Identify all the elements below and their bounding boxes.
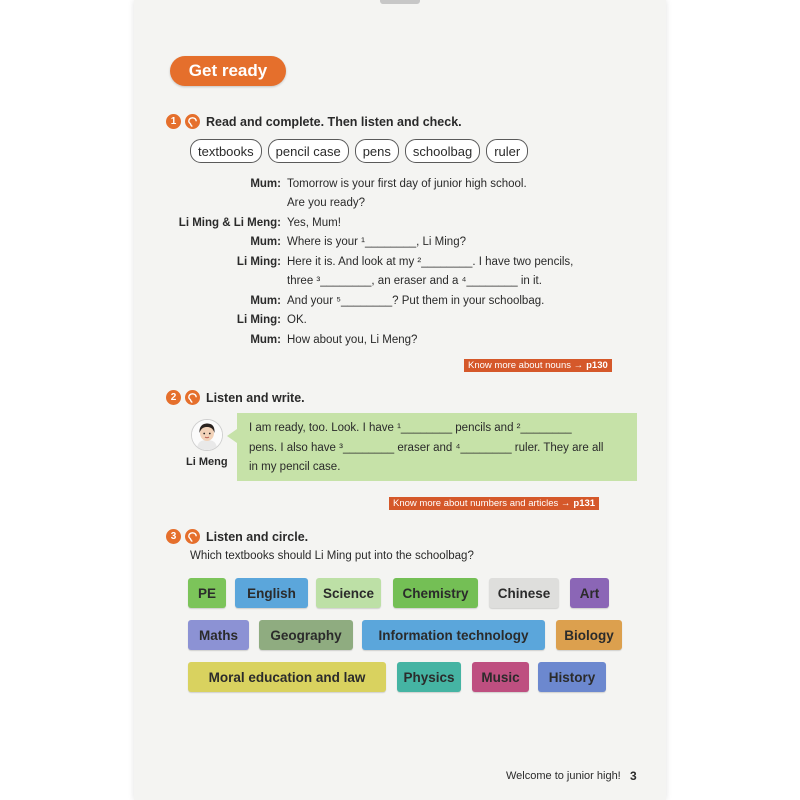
bubble-line: pens. I also have ³________ eraser and ⁴________ ruler. They are all: [249, 441, 604, 454]
link-page: p131: [573, 498, 596, 509]
binding-mark: [380, 0, 420, 4]
line-text: Tomorrow is your first day of junior high school.: [287, 177, 527, 190]
exercise-instruction: Listen and write.: [206, 390, 305, 405]
subject-tile[interactable]: Maths: [188, 620, 249, 650]
word-bank-item: ruler: [486, 139, 528, 163]
speaker: Li Ming:: [236, 255, 281, 268]
subject-tile[interactable]: Physics: [397, 662, 461, 692]
subject-tile[interactable]: Science: [316, 578, 381, 608]
word-bank: [190, 139, 528, 163]
word-bank-item: pencil case: [268, 139, 349, 163]
bubble-line: I am ready, too. Look. I have ¹________ pencils and ²________: [249, 422, 572, 434]
link-page: p130: [586, 360, 608, 371]
listening-icon: [185, 114, 200, 129]
speaker-name: Li Meng: [186, 456, 228, 468]
dialogue-line: [160, 311, 573, 331]
exercise-2-heading: [166, 390, 305, 405]
page-number: 3: [630, 769, 637, 783]
dialogue-line: [160, 213, 573, 233]
subject-tile[interactable]: Music: [472, 662, 529, 692]
know-more-numbers-link[interactable]: [389, 497, 599, 510]
dialogue-line: [160, 174, 573, 194]
line-text: OK.: [287, 314, 307, 327]
dialogue-line: [160, 330, 573, 350]
exercise-number: 2: [166, 390, 181, 405]
subject-tile[interactable]: Chinese: [489, 578, 559, 608]
dialogue-line: [160, 252, 573, 272]
speaker: Li Ming & Li Meng:: [178, 216, 281, 229]
line-text: Where is your ¹________, Li Ming?: [287, 236, 466, 249]
speech-bubble: [237, 413, 637, 481]
exercise-number: 1: [166, 114, 181, 129]
listening-icon: [185, 529, 200, 544]
line-text: Are you ready?: [287, 197, 365, 210]
subject-tile[interactable]: Chemistry: [393, 578, 478, 608]
dialogue-line: [160, 291, 573, 311]
exercise-instruction: Read and complete. Then listen and check.: [206, 114, 462, 129]
listening-icon: [185, 390, 200, 405]
dialogue-line: [160, 272, 573, 292]
speaker: Mum:: [250, 333, 281, 346]
speaker: Li Ming:: [236, 314, 281, 327]
speaker: Mum:: [250, 236, 281, 249]
line-text: three ³________, an eraser and a ⁴________ in it.: [287, 275, 542, 288]
subject-tile[interactable]: Art: [570, 578, 609, 608]
line-text: Here it is. And look at my ²________. I have two pencils,: [287, 255, 574, 268]
link-text: Know more about numbers and articles →: [393, 498, 571, 509]
speaker: Mum:: [250, 294, 281, 307]
line-text: And your ⁵________? Put them in your schoolbag.: [287, 294, 545, 307]
section-label: Get ready: [170, 56, 286, 86]
subject-tile[interactable]: Moral education and law: [188, 662, 386, 692]
exercise-1-heading: [166, 114, 462, 129]
subject-tile[interactable]: Biology: [556, 620, 622, 650]
exercise-question: Which textbooks should Li Ming put into the schoolbag?: [190, 550, 474, 562]
dialogue: [160, 174, 573, 350]
subject-tile[interactable]: English: [235, 578, 308, 608]
know-more-nouns-link[interactable]: [464, 359, 612, 372]
dialogue-line: [160, 194, 573, 214]
bubble-line: in my pencil case.: [249, 461, 341, 473]
dialogue-line: [160, 233, 573, 253]
speaker: Mum:: [250, 177, 281, 190]
subject-tile[interactable]: History: [538, 662, 606, 692]
subject-tile[interactable]: PE: [188, 578, 226, 608]
exercise-3-heading: [166, 529, 308, 544]
link-text: Know more about nouns →: [468, 360, 584, 371]
footer-title: Welcome to junior high!: [506, 770, 621, 782]
exercise-number: 3: [166, 529, 181, 544]
subject-tile[interactable]: Information technology: [362, 620, 545, 650]
word-bank-item: pens: [355, 139, 399, 163]
word-bank-item: textbooks: [190, 139, 262, 163]
avatar: [191, 419, 223, 451]
exercise-instruction: Listen and circle.: [206, 529, 309, 544]
word-bank-item: schoolbag: [405, 139, 480, 163]
line-text: How about you, Li Meng?: [287, 333, 418, 346]
line-text: Yes, Mum!: [287, 216, 341, 229]
subject-tile[interactable]: Geography: [259, 620, 353, 650]
